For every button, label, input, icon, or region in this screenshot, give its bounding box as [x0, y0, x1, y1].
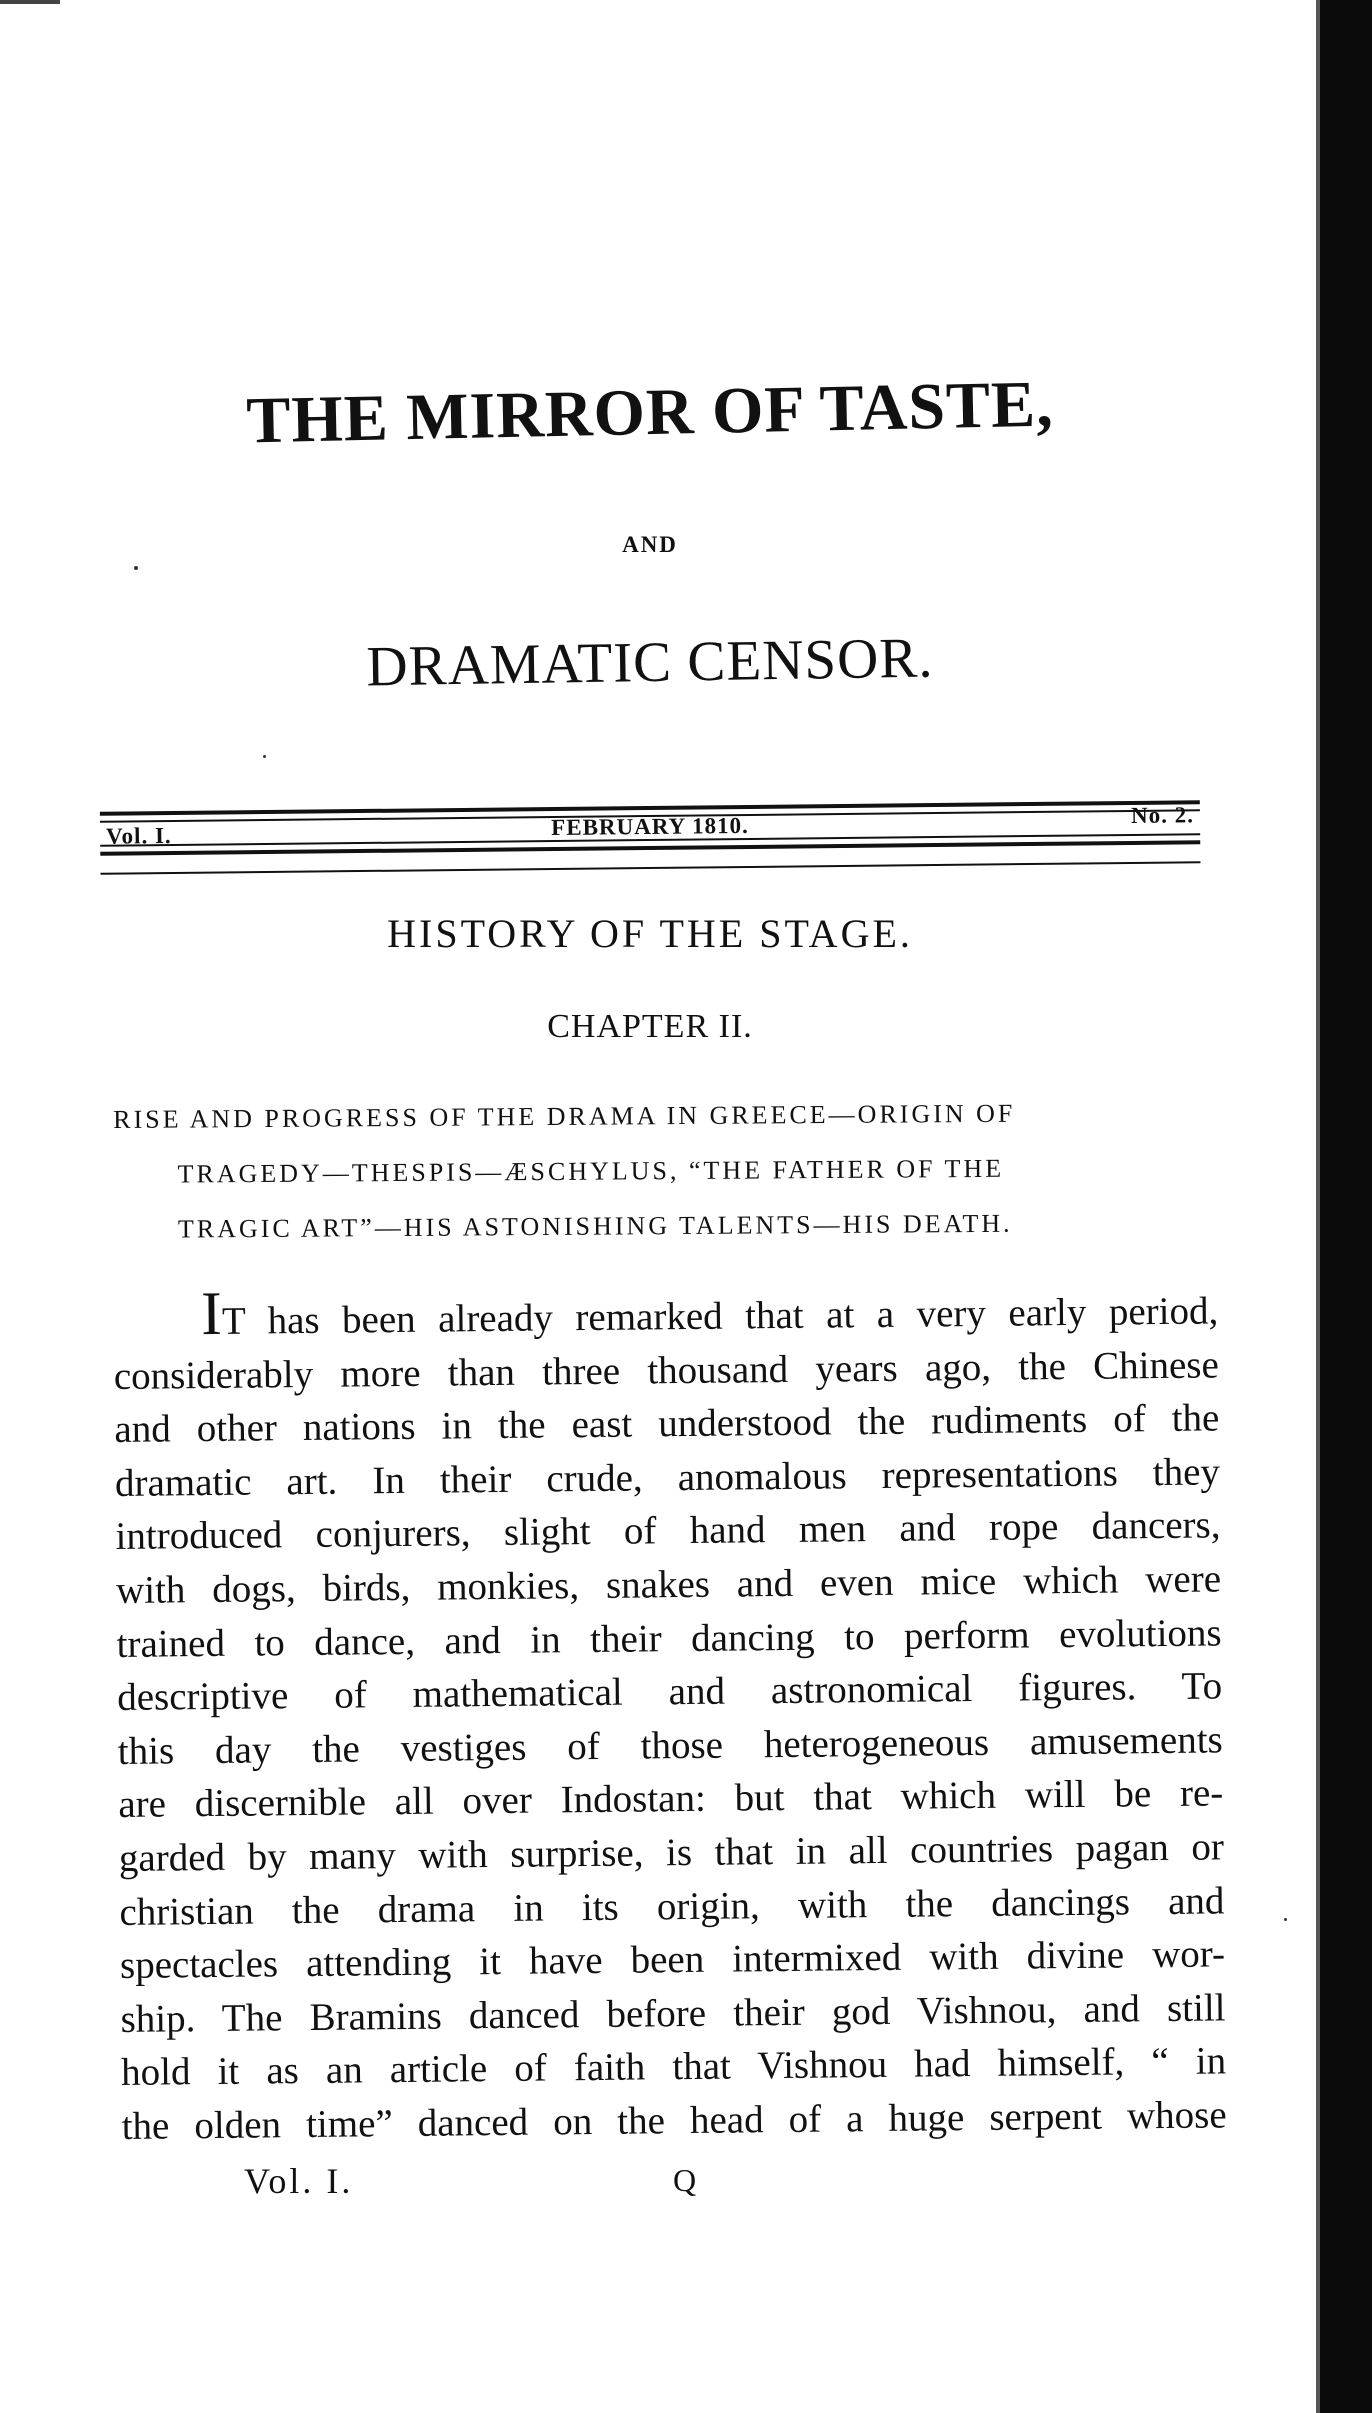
scan-speck — [134, 566, 138, 570]
synopsis-line: TRAGEDY—THESPIS—ÆSCHYLUS, “THE FATHER OF THE — [177, 1153, 1005, 1189]
body-line: and other nations in the east understood the rudiments of the — [114, 1396, 1220, 1452]
masthead-date: FEBRUARY 1810. — [551, 812, 749, 841]
masthead-rule — [100, 861, 1200, 875]
publication-title: THE MIRROR OF TASTE, — [245, 367, 1055, 458]
chapter-synopsis — [113, 1084, 1214, 1257]
body-line: descriptive of mathematical and astronomical figures. To — [116, 1664, 1223, 1720]
masthead-volume: Vol. I. — [105, 823, 172, 849]
article-body — [113, 1279, 1227, 2153]
publication-subtitle: DRAMATIC CENSOR. — [365, 626, 934, 699]
body-line: introduced conjurers, slight of hand men and rope dancers, — [115, 1503, 1221, 1559]
publication-conjunction: AND — [622, 532, 678, 557]
synopsis-line: TRAGIC ART”—HIS ASTONISHING TALENTS—HIS DEATH. — [177, 1208, 1013, 1244]
body-line: ship. The Bramins danced before their god Vishnou, and still — [120, 1986, 1226, 2041]
body-line: are discernible all over Indostan: but that which will be re- — [118, 1771, 1224, 1827]
synopsis-line: RISE AND PROGRESS OF THE DRAMA IN GREECE—ORIGIN OF — [113, 1098, 1016, 1134]
body-line: trained to dance, and in their dancing to perform evolutions — [116, 1610, 1222, 1666]
scan-edge-border — [1320, 0, 1372, 2413]
masthead-number: No. 2. — [1130, 802, 1195, 828]
drop-cap: I — [200, 1279, 223, 1349]
footer-volume: Vol. I. — [244, 2161, 354, 2201]
scan-speck — [263, 755, 266, 758]
body-line: christian the drama in its origin, with the dancings and — [119, 1878, 1225, 1934]
body-line: spectacles attending it have been intermixed with divine wor- — [119, 1932, 1226, 1988]
scan-speck — [1284, 1918, 1287, 1921]
masthead — [99, 762, 1200, 884]
scan-corner-mark — [0, 0, 60, 4]
body-line-text: T has been already remarked that at a very early period, — [221, 1289, 1219, 1343]
body-line: garded by many with surprise, is that in all countries pagan or — [118, 1825, 1225, 1880]
body-line: the olden time” danced on the head of a huge serpent whose — [121, 2093, 1227, 2148]
body-line: hold it as an article of faith that Vishnou had himself, “ in — [120, 2039, 1227, 2095]
body-line: considerably more than three thousand years ago, the Chinese — [113, 1343, 1220, 1398]
footer-signature-mark: Q — [673, 2162, 697, 2198]
body-line: this day the vestiges of those heterogeneous amusements — [117, 1718, 1223, 1773]
body-line: with dogs, birds, monkies, snakes and even mice which were — [115, 1557, 1222, 1612]
body-line: dramatic art. In their crude, anomalous representations they — [114, 1450, 1221, 1505]
chapter-heading: CHAPTER II. — [547, 1008, 753, 1045]
article-title: HISTORY OF THE STAGE. — [387, 911, 913, 956]
